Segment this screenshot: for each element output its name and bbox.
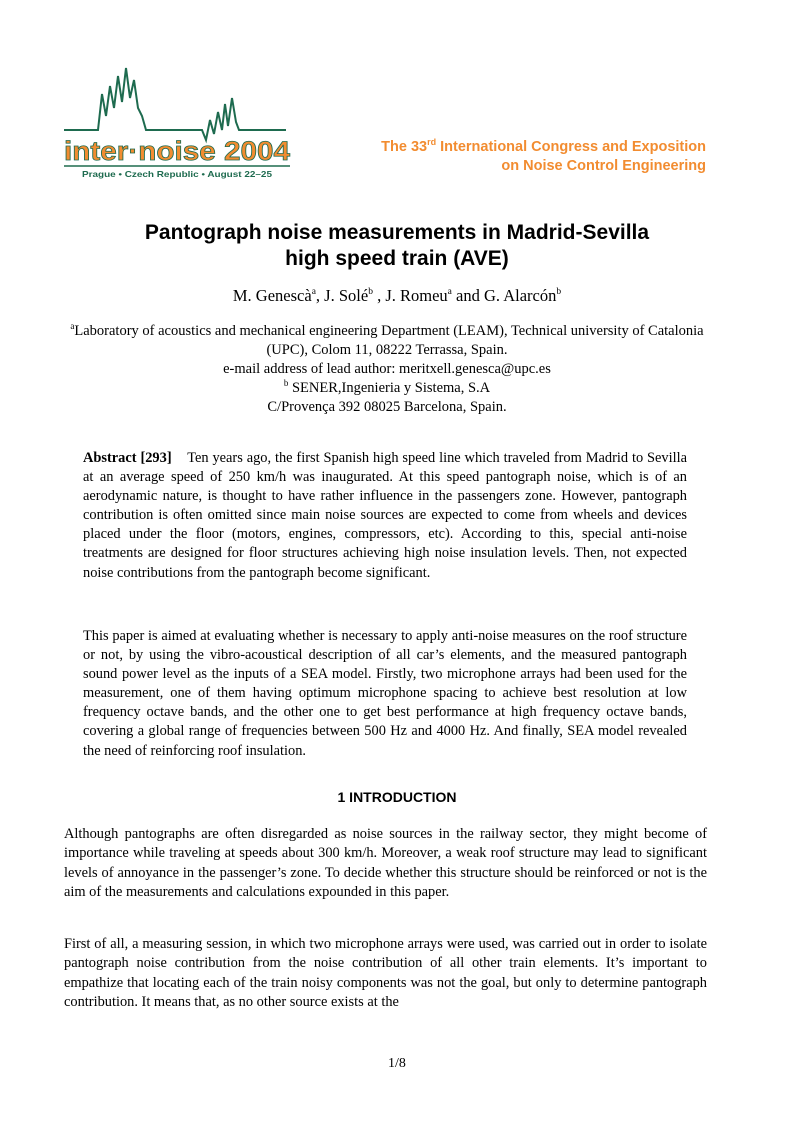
affiliations <box>62 322 712 417</box>
congress-line-2: on Noise Control Engineering <box>501 158 706 174</box>
affiliation-b-address: C/Provença 392 08025 Barcelona, Spain. <box>267 399 507 415</box>
author-email: e-mail address of lead author: meritxell.genesca@upc.es <box>223 361 551 377</box>
intro-paragraph-2: First of all, a measuring session, in which two microphone arrays were used, was carried out in order to isolate pantograph noise contribution from the noise contribution of all other train elements. It’s important to empathize that locating each of the train noisy components was not the goal, but only to determine pantograph contribution. It means that, as no other source exists at the <box>64 936 707 1010</box>
conference-logo <box>62 64 294 182</box>
congress-header <box>381 138 706 176</box>
intro-paragraph-1: Although pantographs are often disregarded as noise sources in the railway sector, they might become of importance while traveling at speeds about 300 km/h. Moreover, a weak roof structure may lead to significant levels of annoyance in the passenger’s zone. To decide whether this structure should be reinforced or not is the aim of the measurements and calculations expounded in this paper. <box>64 826 707 900</box>
abstract-label: Abstract [293] <box>83 450 172 466</box>
author-list: M. Genescà$^a$, J. Solé$^b$ , J. Romeu$^a$ and G. Alarcón$^b$ <box>232 286 562 305</box>
page-number: 1/8 <box>388 1056 406 1071</box>
section-heading: 1 INTRODUCTION <box>337 789 457 805</box>
affiliation-a: $^a$Laboratory of acoustics and mechanical engineering Department (LEAM), Technical university of Catalonia (UPC), Colom 11, 08222 Terrassa, Spain. <box>70 321 704 358</box>
logo-sound-wave <box>64 68 286 140</box>
abstract-paragraph-1: Abstract [293] Ten years ago, the first Spanish high speed line which traveled from Madrid to Sevilla at an average speed of 250 km/h was inaugurated. At this speed pantograph noise, which is of an aerodynamic nature, is thought to have rather influence in the passengers zone. However, pantograph contribution is often omitted since main noise sources are expected to come from wheels and devices placed under the floor (motors, engines, compressors, etc). According to this, special anti-noise treatments are designed for floor structures achieving high noise insulation levels. Then, not expected noise contributions from the pantograph become significant. <box>83 450 688 581</box>
congress-line-1: The 33rd International Congress and Exposition <box>381 137 706 155</box>
logo-graphic <box>62 64 294 182</box>
logo-name: inter·noise 2004 <box>64 136 290 166</box>
title-line-1: Pantograph noise measurements in Madrid-Sevilla <box>144 221 650 244</box>
paper-title <box>0 220 794 272</box>
logo-subtitle: Prague • Czech Republic • August 22–25 <box>82 170 273 179</box>
title-line-2: high speed train (AVE) <box>285 247 509 270</box>
abstract-paragraph-2: This paper is aimed at evaluating whether is necessary to apply anti-noise measures on the roof structure or not, by using the vibro-acoustical description of all car’s elements, and the measured pantograph sound power level as the inputs of a SEA model. Firstly, two microphone arrays had been used for the measurement, one of them having optimum microphone spacing to achieve best resolution at low frequency octave bands, and the other one to get best performance at high frequency octave bands, covering a global range of frequencies between 500 Hz and 4000 Hz. And finally, SEA model revealed the need of reinforcing roof insulation. <box>83 628 687 759</box>
affiliation-b: $^b$ SENER,Ingenieria y Sistema, S.A <box>283 378 491 396</box>
